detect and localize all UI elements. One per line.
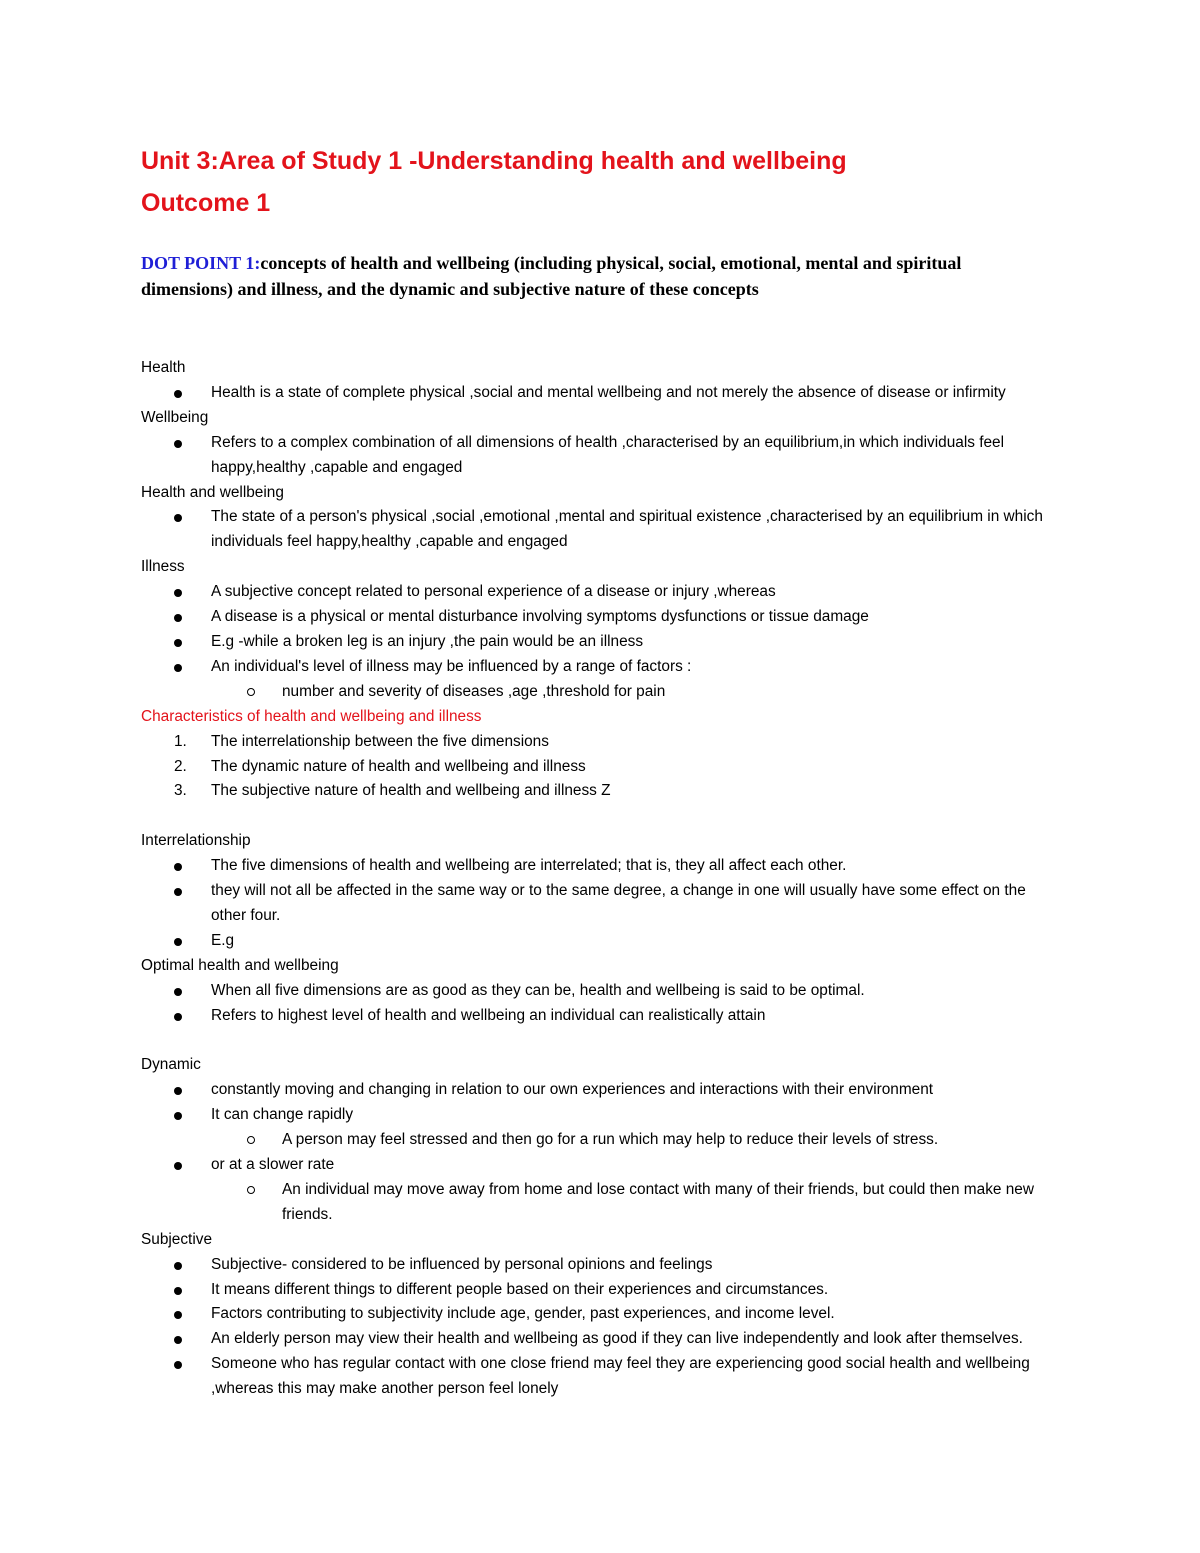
sub-list-item: An individual may move away from home and lose contact with many of their friends, but could then make new friends.	[141, 1178, 1050, 1228]
bullet-list-subjective	[141, 1253, 1050, 1402]
list-item: Health is a state of complete physical ,social and mental wellbeing and not merely the absence of disease or infirmity	[141, 381, 1050, 406]
list-item: When all five dimensions are as good as they can be, health and wellbeing is said to be optimal.	[141, 979, 1050, 1004]
list-item: E.g	[141, 929, 1050, 954]
dot-point-text: concepts of health and wellbeing (including physical, social, emotional, mental and spiritual dimensions) and illness, and the dynamic and subjective nature of these concepts	[141, 253, 962, 299]
section-heading-health-wellbeing: Health and wellbeing	[141, 483, 284, 501]
list-item: The state of a person's physical ,social ,emotional ,mental and spiritual existence ,characterised by an equilibrium in which individuals feel happy,healthy ,capable and engaged	[141, 505, 1050, 555]
section-heading-dynamic: Dynamic	[141, 1056, 201, 1074]
item-text: The dynamic nature of health and wellbeing and illness	[211, 757, 586, 775]
bullet-list-dynamic	[141, 1078, 1050, 1128]
list-item: E.g -while a broken leg is an injury ,the pain would be an illness	[141, 630, 1050, 655]
sub-list-item: A person may feel stressed and then go for a run which may help to reduce their levels of stress.	[141, 1128, 1050, 1153]
list-item: An individual's level of illness may be influenced by a range of factors :	[141, 655, 1050, 680]
notes-content	[141, 356, 1050, 1402]
bullet-list-interrelationship	[141, 854, 1050, 954]
list-item: The five dimensions of health and wellbeing are interrelated; that is, they all affect each other.	[141, 854, 1050, 879]
numbered-item	[141, 730, 1050, 755]
list-item: A subjective concept related to personal experience of a disease or injury ,whereas	[141, 580, 1050, 605]
item-text: The interrelationship between the five dimensions	[211, 732, 549, 750]
section-heading-wellbeing: Wellbeing	[141, 408, 209, 426]
section-heading-characteristics: Characteristics of health and wellbeing and illness	[141, 707, 482, 725]
bullet-list-illness	[141, 580, 1050, 680]
list-item: constantly moving and changing in relation to our own experiences and interactions with their environment	[141, 1078, 1050, 1103]
sub-bullet-list-slow	[141, 1178, 1050, 1228]
dot-point-label: DOT POINT 1:	[141, 253, 261, 273]
section-heading-subjective: Subjective	[141, 1230, 213, 1248]
list-item: they will not all be affected in the same way or to the same degree, a change in one will usually have some effect on the other four.	[141, 879, 1050, 929]
bullet-list-wellbeing	[141, 431, 1050, 481]
bullet-list-health-wellbeing	[141, 505, 1050, 555]
section-heading-interrelationship: Interrelationship	[141, 832, 251, 850]
sub-bullet-list-rapid	[141, 1128, 1050, 1153]
document-title: Unit 3:Area of Study 1 -Understanding health and wellbeing	[141, 147, 847, 175]
dot-point	[141, 250, 1050, 302]
spacer	[141, 1028, 1050, 1053]
list-item: It means different things to different people based on their experiences and circumstances.	[141, 1278, 1050, 1303]
sub-bullet-list-illness	[141, 680, 1050, 705]
numbered-list-characteristics	[141, 730, 1050, 805]
list-item: It can change rapidly	[141, 1103, 1050, 1128]
list-item: Refers to highest level of health and wellbeing an individual can realistically attain	[141, 1004, 1050, 1029]
item-number: 3.	[174, 782, 187, 800]
bullet-list-optimal	[141, 979, 1050, 1029]
item-number: 1.	[174, 732, 187, 750]
spacer	[141, 804, 1050, 829]
list-item: An elderly person may view their health and wellbeing as good if they can live independently and look after themselves.	[141, 1327, 1050, 1352]
item-text: The subjective nature of health and wellbeing and illness Z	[211, 782, 611, 800]
numbered-item	[141, 755, 1050, 780]
item-number: 2.	[174, 757, 187, 775]
list-item: or at a slower rate	[141, 1153, 1050, 1178]
list-item: Someone who has regular contact with one close friend may feel they are experiencing good social health and wellbeing ,whereas this may make another person feel lonely	[141, 1352, 1050, 1402]
section-heading-health: Health	[141, 359, 186, 376]
list-item: A disease is a physical or mental disturbance involving symptoms dysfunctions or tissue damage	[141, 605, 1050, 630]
numbered-item	[141, 779, 1050, 804]
list-item: Factors contributing to subjectivity include age, gender, past experiences, and income level.	[141, 1302, 1050, 1327]
bullet-list-dynamic-slow	[141, 1153, 1050, 1178]
bullet-list-health	[141, 381, 1050, 406]
sub-list-item: number and severity of diseases ,age ,threshold for pain	[141, 680, 1050, 705]
list-item: Refers to a complex combination of all dimensions of health ,characterised by an equilibrium,in which individuals feel happy,healthy ,capable and engaged	[141, 431, 1050, 481]
list-item: Subjective- considered to be influenced by personal opinions and feelings	[141, 1253, 1050, 1278]
section-heading-illness: Illness	[141, 558, 185, 576]
section-heading-optimal: Optimal health and wellbeing	[141, 956, 339, 974]
document-subtitle: Outcome 1	[141, 189, 271, 217]
